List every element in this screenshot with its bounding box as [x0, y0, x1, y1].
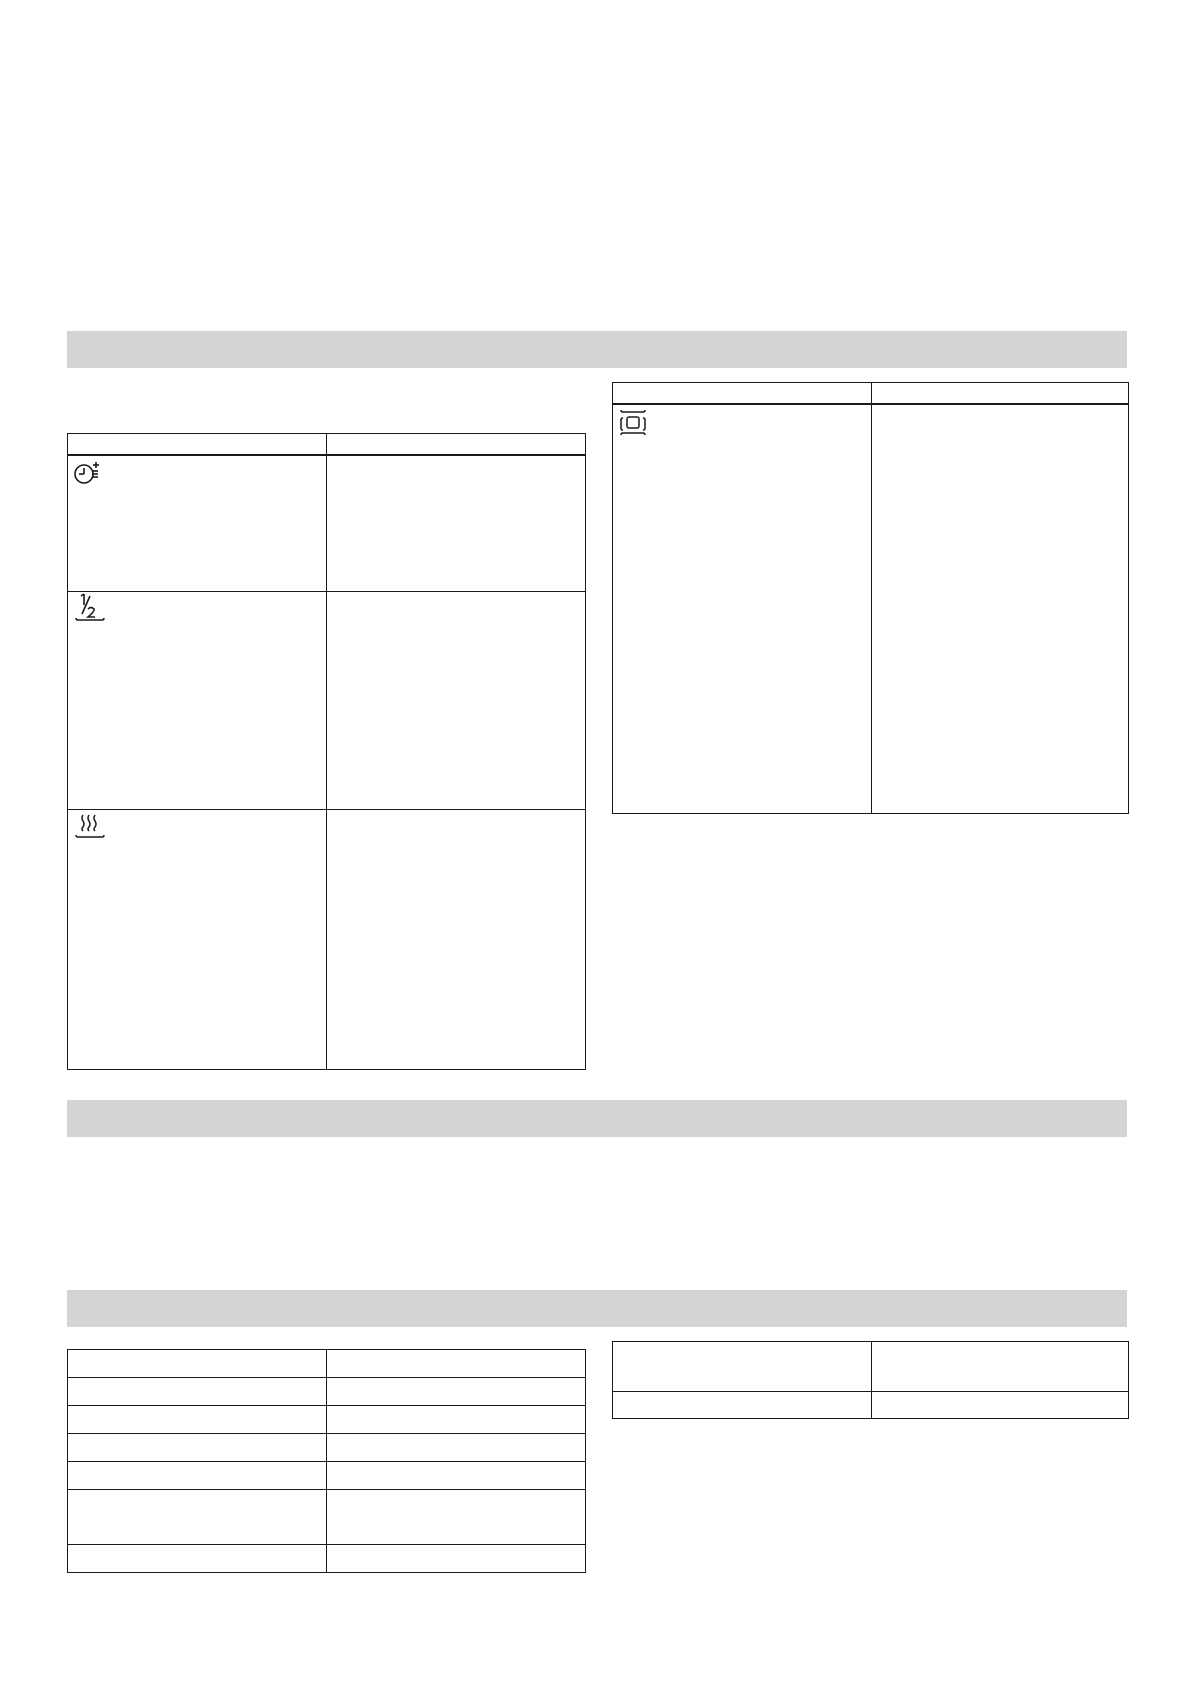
row-divider [68, 1405, 585, 1406]
row-divider [68, 1489, 585, 1490]
tech-table-left [67, 1349, 586, 1573]
extra-dry-icon [73, 811, 107, 846]
zone-wash-icon [618, 408, 648, 443]
tech-table-right [612, 1341, 1129, 1419]
column-divider [871, 383, 872, 813]
row-divider [68, 1433, 585, 1434]
section-band-2 [67, 1100, 1127, 1137]
half-load-icon [73, 592, 107, 627]
options-table-right [612, 382, 1129, 814]
column-divider [326, 434, 327, 1069]
delay-start-icon [73, 460, 103, 491]
row-divider [68, 809, 585, 810]
row-divider [613, 1391, 1128, 1392]
section-band-3 [67, 1290, 1127, 1327]
row-divider [68, 591, 585, 592]
options-table-left [67, 433, 586, 1070]
section-band-1 [67, 331, 1127, 368]
row-divider [68, 1544, 585, 1545]
row-divider [68, 1461, 585, 1462]
column-divider [871, 1342, 872, 1418]
row-divider [68, 1377, 585, 1378]
